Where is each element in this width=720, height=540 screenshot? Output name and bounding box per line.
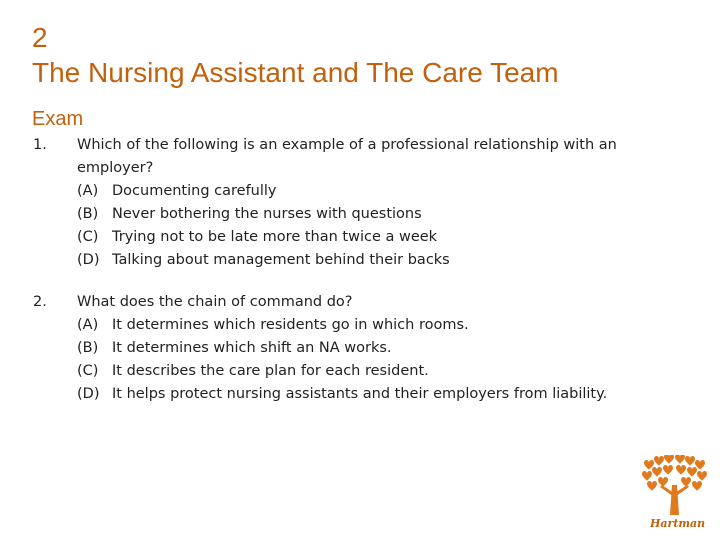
option-text: Documenting carefully [112,183,277,199]
option-d [77,383,693,406]
option-c [77,360,693,383]
option-letter: (D) [77,252,100,268]
option-a [77,314,693,337]
option-text: It determines which residents go in which rooms. [112,317,469,333]
option-d [77,249,693,272]
question-number: 1. [33,137,47,153]
option-a [77,180,693,203]
option-text: It helps protect nursing assistants and their employers from liability. [112,386,608,402]
option-c [77,226,693,249]
chapter-title: The Nursing Assistant and The Care Team [32,57,559,88]
option-letter: (D) [77,386,100,402]
option-text: Never bothering the nurses with questions [112,206,422,222]
slide-title [32,20,559,90]
option-text: It determines which shift an NA works. [112,340,392,356]
question-2 [33,291,693,406]
chapter-number: 2 [32,22,48,53]
question-text: Which of the following is an example of a professional relationship with an employer? [77,137,617,176]
question-1 [33,134,693,272]
option-letter: (C) [77,229,99,245]
option-b [77,337,693,360]
option-text: Talking about management behind their backs [112,252,450,268]
option-letter: (B) [77,206,99,222]
option-letter: (A) [77,317,99,333]
option-letter: (A) [77,183,99,199]
question-text: What does the chain of command do? [77,294,353,310]
option-b [77,203,693,226]
option-text: Trying not to be late more than twice a week [112,229,438,245]
option-letter: (B) [77,340,99,356]
option-text: It describes the care plan for each resident. [112,363,429,379]
logo-text: Hartman [650,517,706,530]
option-letter: (C) [77,363,99,379]
question-number: 2. [33,294,47,310]
section-heading: Exam [32,108,84,130]
